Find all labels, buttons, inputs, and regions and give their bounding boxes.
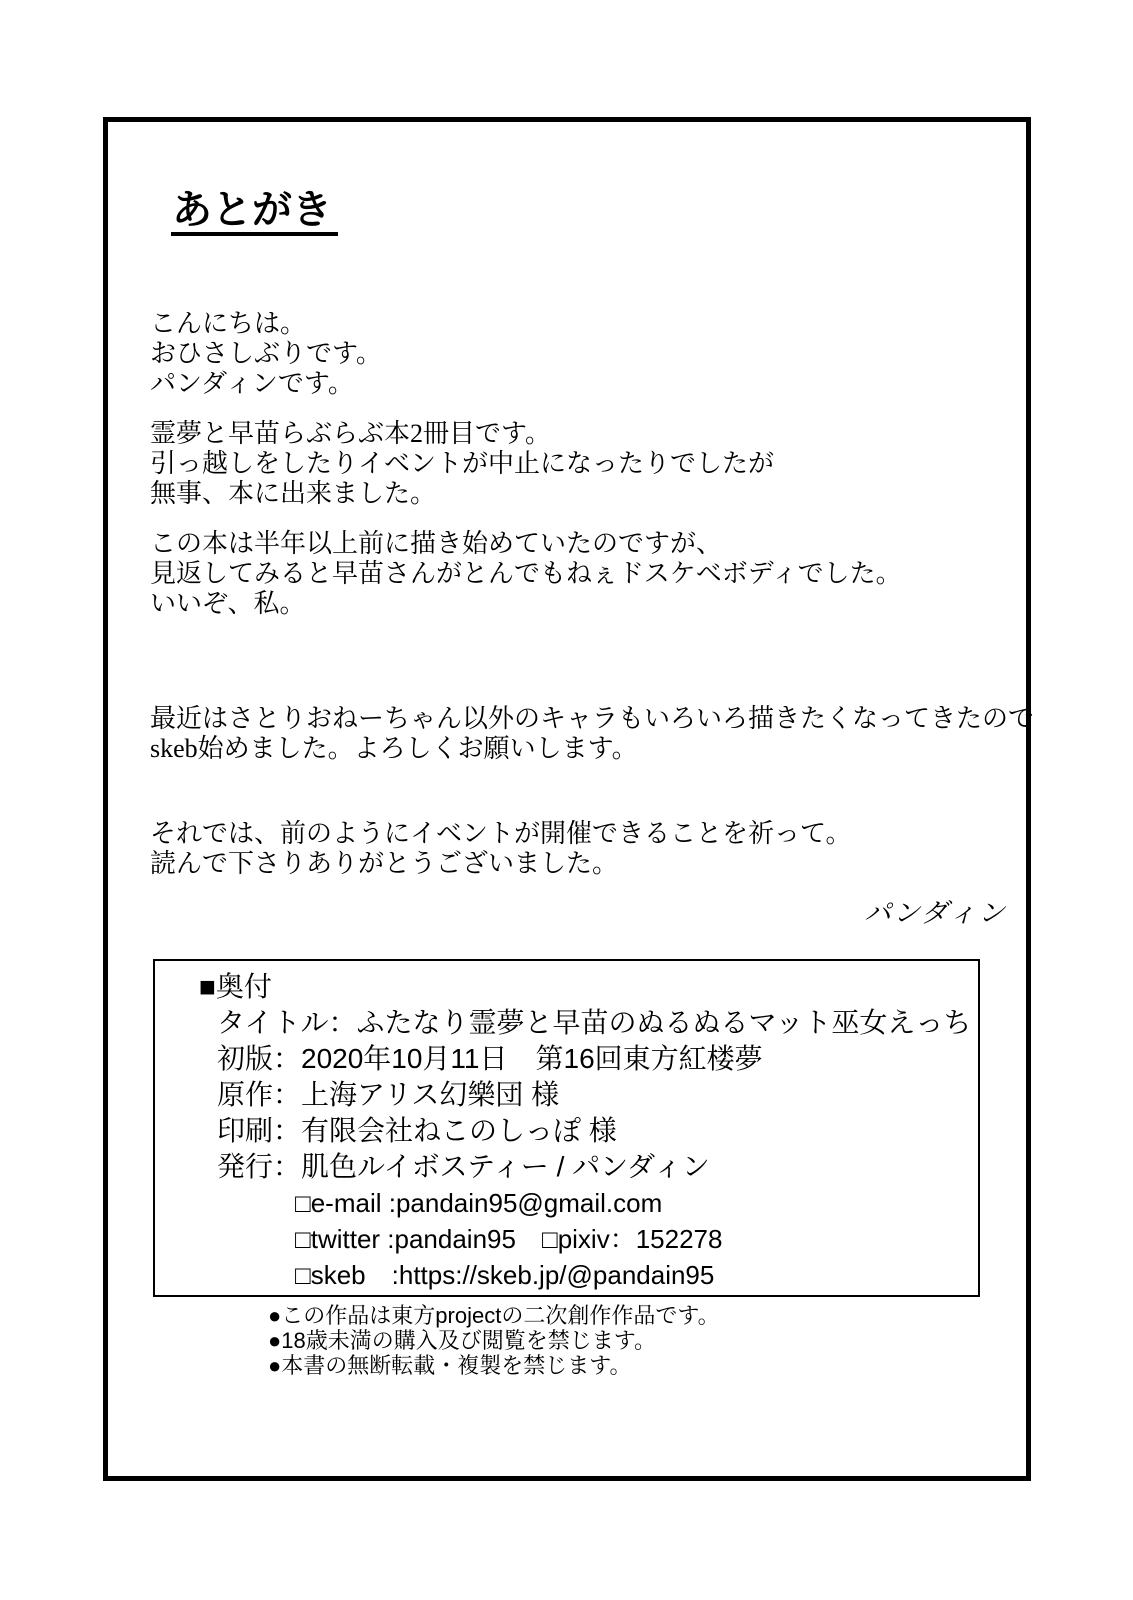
black-circle-icon: ● xyxy=(268,1328,282,1353)
checkbox-icon: □ xyxy=(295,1224,311,1254)
notice-text: 18歳未満の購入及び閲覧を禁じます。 xyxy=(281,1328,657,1353)
afterword-line: この本は半年以上前に描き始めていたのですが、 xyxy=(150,529,723,558)
afterword-line: いいぞ、私。 xyxy=(150,589,306,618)
colophon-box xyxy=(153,959,980,1297)
author-signature: パンダィン xyxy=(864,898,1007,928)
colophon-title-row: タイトル：ふたなり霊夢と早苗のぬるぬるマット巫女えっち xyxy=(217,1007,972,1038)
colophon-heading-label: 奥付 xyxy=(215,971,272,1002)
notice-text: この作品は東方projectの二次創作作品です。 xyxy=(281,1303,720,1328)
afterword-paragraph-drawing xyxy=(150,529,902,619)
afterword-line: 引っ越しをしたりイベントが中止になったりでしたが xyxy=(150,449,775,478)
checkbox-icon: □ xyxy=(295,1188,311,1218)
afterword-paragraph-greeting xyxy=(150,309,382,399)
page-title: あとがき xyxy=(171,188,338,236)
afterword-line: それでは、前のようにイベントが開催できることを祈って。 xyxy=(150,819,852,848)
afterword-line: skeb始めました。よろしくお願いします。 xyxy=(150,734,638,763)
notices-block xyxy=(268,1303,720,1378)
contact-twitter-label: twitter :pandain95 xyxy=(310,1224,516,1254)
contact-skeb-row xyxy=(295,1257,978,1293)
afterword-line: 無事、本に出来ました。 xyxy=(150,479,437,508)
contact-pixiv-label: pixiv：152278 xyxy=(557,1224,723,1254)
colophon-publisher-row: 発行：肌色ルイボスティー / パンダィン xyxy=(217,1151,710,1182)
notice-line xyxy=(268,1303,720,1328)
afterword-line: おひさしぶりです。 xyxy=(150,339,382,368)
colophon-printer-row: 印刷：有限会社ねこのしっぽ 様 xyxy=(217,1115,617,1146)
afterword-line: 霊夢と早苗らぶらぶ本2冊目です。 xyxy=(150,419,551,448)
black-square-icon: ■ xyxy=(199,971,216,1002)
colophon-original-work-row: 原作：上海アリス幻樂団 様 xyxy=(217,1079,560,1110)
black-circle-icon: ● xyxy=(268,1353,282,1378)
contact-social-row xyxy=(295,1221,978,1257)
notice-line xyxy=(268,1353,720,1378)
checkbox-icon: □ xyxy=(295,1260,311,1290)
notice-line xyxy=(268,1328,720,1353)
contact-email-row xyxy=(295,1185,978,1221)
contact-skeb-label: skeb :https://skeb.jp/@pandain95 xyxy=(310,1260,715,1290)
afterword-line: パンダィンです。 xyxy=(150,369,354,398)
afterword-paragraph-skeb xyxy=(150,704,1034,764)
afterword-paragraph-book xyxy=(150,419,774,509)
afterword-line: 最近はさとりおねーちゃん以外のキャラもいろいろ描きたくなってきたので xyxy=(150,704,1035,733)
afterword-line: こんにちは。 xyxy=(150,309,307,338)
afterword-line: 読んで下さりありがとうございました。 xyxy=(150,849,619,878)
black-circle-icon: ● xyxy=(268,1303,282,1328)
notice-text: 本書の無断転載・複製を禁じます。 xyxy=(281,1353,632,1378)
colophon-edition-row: 初版：2020年10月11日 第16回東方紅楼夢 xyxy=(217,1043,763,1074)
afterword-paragraph-closing xyxy=(150,819,851,879)
afterword-line: 見返してみると早苗さんがとんでもねぇドスケベボディでした。 xyxy=(150,559,902,588)
checkbox-icon: □ xyxy=(541,1224,558,1254)
colophon-heading xyxy=(199,969,978,1005)
contact-email-label: e-mail :pandain95@gmail.com xyxy=(310,1188,663,1218)
